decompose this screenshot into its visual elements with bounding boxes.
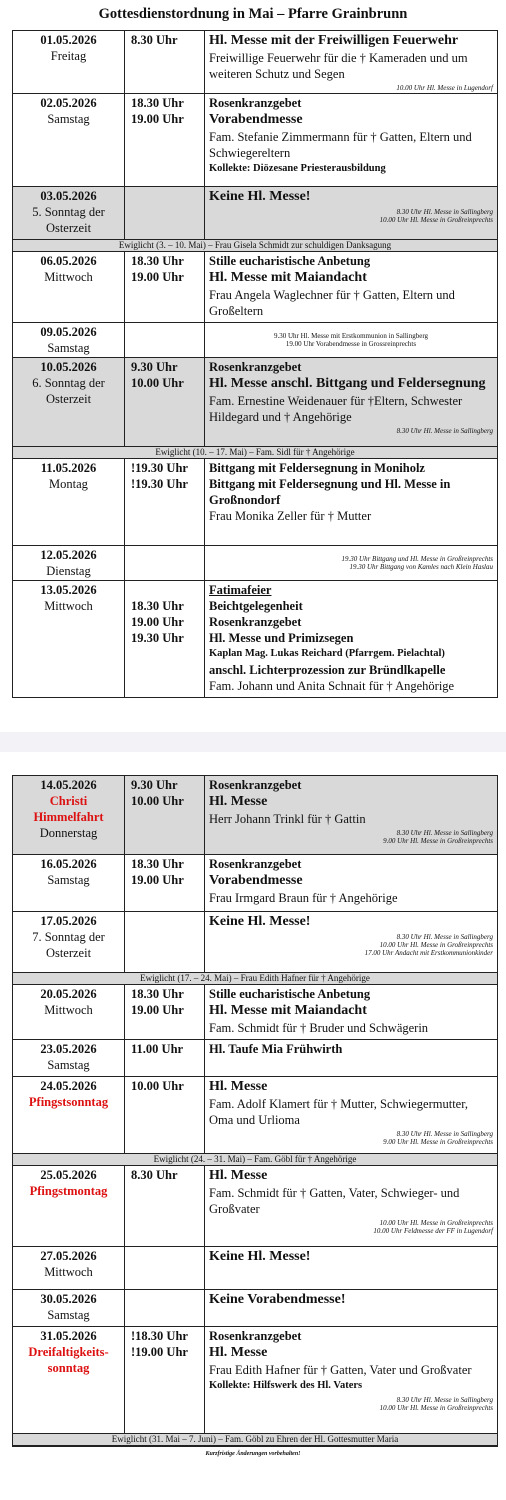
notes-block	[209, 1396, 493, 1412]
side-note: 10.00 Uhr Hl. Messe in Großreinprechts	[379, 216, 493, 224]
time-label: !19.00 Uhr	[131, 1345, 188, 1359]
description-cell	[205, 358, 497, 446]
description-line: Beichtgelegenheit	[209, 599, 303, 613]
time-cell	[125, 1166, 205, 1246]
description-line: Hl. Messe mit der Freiwilligen Feuerwehr	[209, 33, 459, 48]
description-line: Freiwillige Feuerwehr für die † Kameraden und um weiteren Schutz und Segen	[209, 51, 468, 81]
schedule-row	[13, 31, 497, 94]
description-cell	[205, 252, 497, 322]
notes-block	[209, 1219, 493, 1235]
schedule-row	[13, 187, 497, 240]
description-cell	[205, 323, 497, 357]
time-cell	[125, 985, 205, 1039]
day-name: Dienstag	[46, 564, 91, 578]
description-line: Hl. Messe mit Maiandacht	[209, 270, 367, 285]
description-line: Keine Hl. Messe!	[209, 189, 311, 204]
time-label: 18.30 Uhr	[131, 987, 184, 1001]
notes-block	[209, 84, 493, 92]
day-name: 6. Sonntag der	[32, 376, 105, 390]
date-cell	[13, 912, 125, 972]
side-note: 19.30 Uhr Bittgang und Hl. Messe in Großreinprechts	[341, 555, 493, 563]
description-line: Vorabendmesse	[209, 112, 303, 127]
description-line: Hl. Taufe Mia Frühwirth	[209, 1042, 343, 1056]
description-line: Rosenkranzgebet	[209, 615, 302, 629]
time-cell	[125, 581, 205, 697]
time-label: 18.30 Uhr	[131, 254, 184, 268]
notes-block	[209, 555, 493, 571]
time-cell	[125, 1040, 205, 1076]
date-cell	[13, 546, 125, 580]
date-cell	[13, 1247, 125, 1289]
schedule-row	[13, 459, 497, 546]
date-label: 03.05.2026	[40, 189, 97, 203]
side-note: 8.30 Uhr Hl. Messe in Sallingberg	[396, 1396, 493, 1404]
time-label: 9.30 Uhr	[131, 360, 178, 374]
notes-block	[209, 933, 493, 957]
day-name: Montag	[49, 477, 88, 491]
time-cell	[125, 31, 205, 93]
time-cell	[125, 1290, 205, 1326]
description-line: Kaplan Mag. Lukas Reichard (Pfarrgem. Pielachtal)	[209, 648, 445, 659]
side-note: 8.30 Uhr Hl. Messe in Sallingberg	[396, 208, 493, 216]
date-label: 27.05.2026	[40, 1249, 97, 1263]
side-note: 19.00 Uhr Vorabendmesse in Grossreinprechts	[285, 340, 417, 348]
schedule-row	[13, 358, 497, 447]
time-cell	[125, 912, 205, 972]
footer-note: Kurzfristige Änderungen vorbehalten!	[205, 1451, 301, 1457]
description-cell	[205, 581, 497, 697]
date-cell	[13, 252, 125, 322]
description-line: Rosenkranzgebet	[209, 96, 302, 110]
description-line: Frau Irmgard Braun für † Angehörige	[209, 891, 398, 905]
description-cell	[205, 1077, 497, 1153]
description-cell	[205, 985, 497, 1039]
feast-name: Dreifaltigkeits-	[28, 1345, 109, 1359]
schedule-row	[13, 581, 497, 697]
description-line: Hl. Messe	[209, 1168, 268, 1183]
day-name: Samstag	[47, 112, 90, 126]
feast-name: Himmelfahrt	[33, 810, 104, 824]
side-note: 10.00 Uhr Hl. Messe in Lugendorf	[396, 84, 493, 92]
date-cell	[13, 1166, 125, 1246]
date-cell	[13, 1077, 125, 1153]
description-line: Keine Hl. Messe!	[209, 1249, 311, 1264]
description-cell	[205, 546, 497, 580]
description-line: Keine Hl. Messe!	[209, 914, 311, 929]
side-note: 10.00 Uhr Hl. Messe in Großreinprechts	[379, 941, 493, 949]
description-line: Fatimafeier	[209, 583, 272, 597]
description-line: anschl. Lichterprozession zur Bründlkapelle	[209, 663, 446, 677]
day-name: Mittwoch	[44, 1265, 93, 1279]
date-cell	[13, 1327, 125, 1433]
time-label: 18.30 Uhr	[131, 857, 184, 871]
description-line: Fam. Adolf Klamert für † Mutter, Schwiegermutter, Oma und Urlioma	[209, 1097, 469, 1127]
side-note: 10.00 Uhr Hl. Messe in Großreinprechts	[379, 1219, 493, 1227]
schedule-row	[13, 776, 497, 855]
time-label: 8.30 Uhr	[131, 33, 178, 47]
date-label: 30.05.2026	[40, 1292, 97, 1306]
time-label: 19.00 Uhr	[131, 615, 184, 629]
date-label: 10.05.2026	[40, 360, 97, 374]
notes-block	[209, 1130, 493, 1146]
description-line: Kollekte: Diözesane Priesterausbildung	[209, 163, 386, 174]
date-cell	[13, 985, 125, 1039]
date-label: 20.05.2026	[40, 987, 97, 1001]
description-line: Frau Monika Zeller für † Mutter	[209, 509, 372, 523]
page-title: Gottesdienstordnung in Mai – Pfarre Grainbrunn	[98, 6, 408, 22]
day-name: Samstag	[47, 873, 90, 887]
description-cell	[205, 1327, 497, 1433]
description-line: Rosenkranzgebet	[209, 360, 302, 374]
day-name: Mittwoch	[44, 270, 93, 284]
side-note: 9.00 Uhr Hl. Messe in Großreinprechts	[383, 1138, 493, 1146]
time-cell	[125, 358, 205, 446]
schedule-row	[13, 1040, 497, 1077]
notes-block	[209, 829, 493, 845]
date-label: 25.05.2026	[40, 1168, 97, 1182]
day-name: 5. Sonntag der	[32, 205, 105, 219]
schedule-table-page-1	[12, 30, 498, 698]
feast-name: Pfingstsonntag	[28, 1095, 109, 1109]
day-name: Osterzeit	[45, 392, 92, 406]
time-label: 10.00 Uhr	[131, 794, 184, 808]
day-name: 7. Sonntag der	[32, 930, 105, 944]
description-cell	[205, 1166, 497, 1246]
day-name: Samstag	[47, 1308, 90, 1322]
description-cell	[205, 855, 497, 911]
schedule-row	[13, 985, 497, 1040]
description-line: Fam. Stefanie Zimmermann für † Gatten, Eltern und Schwiegereltern	[209, 130, 472, 160]
description-line: Hl. Messe mit Maiandacht	[209, 1003, 367, 1018]
description-line: Keine Vorabendmesse!	[209, 1292, 346, 1307]
description-line: Kollekte: Hilfswerk des Hl. Vaters	[209, 1380, 363, 1391]
date-cell	[13, 459, 125, 545]
schedule-row	[13, 1290, 497, 1327]
time-cell	[125, 1327, 205, 1433]
side-note: 8.30 Uhr Hl. Messe in Sallingberg	[396, 427, 493, 435]
description-line: Bittgang mit Feldersegnung und Hl. Messe in Großnondorf	[209, 477, 451, 507]
notes-block	[209, 427, 493, 435]
ewiglicht-band: Ewiglicht (17. – 24. Mai) – Frau Edith Hafner für † Angehörige	[13, 973, 497, 985]
time-cell	[125, 1077, 205, 1153]
time-label: 19.00 Uhr	[131, 270, 184, 284]
description-line: Stille eucharistische Anbetung	[209, 254, 371, 268]
date-cell	[13, 358, 125, 446]
date-cell	[13, 855, 125, 911]
date-cell	[13, 1040, 125, 1076]
time-cell	[125, 94, 205, 186]
day-name: Samstag	[47, 341, 90, 355]
ewiglicht-band: Ewiglicht (10. – 17. Mai) – Fam. Sidl für † Angehörige	[13, 447, 497, 459]
description-line: Vorabendmesse	[209, 873, 303, 888]
day-name: Samstag	[47, 1058, 90, 1072]
time-cell	[125, 546, 205, 580]
description-line: Herr Johann Trinkl für † Gattin	[209, 812, 366, 826]
ewiglicht-band: Ewiglicht (24. – 31. Mai) – Fam. Göbl für † Angehörige	[13, 1154, 497, 1166]
time-cell	[125, 776, 205, 854]
description-line: Hl. Messe und Primizsegen	[209, 631, 354, 645]
description-line: Fam. Schmidt für † Gatten, Vater, Schwieger- und Großvater	[209, 1186, 460, 1216]
description-line: Rosenkranzgebet	[209, 857, 302, 871]
date-cell	[13, 776, 125, 854]
schedule-row	[13, 1247, 497, 1290]
side-note: 8.30 Uhr Hl. Messe in Sallingberg	[396, 933, 493, 941]
date-label: 11.05.2026	[40, 461, 97, 475]
description-line: Stille eucharistische Anbetung	[209, 987, 371, 1001]
description-line: Fam. Ernestine Weidenauer für †Eltern, Schwester Hildegard und † Angehörige	[209, 394, 463, 424]
description-line: Frau Angela Waglechner für † Gatten, Eltern und Großeltern	[209, 288, 455, 318]
schedule-row	[13, 94, 497, 187]
schedule-table-page-2	[12, 775, 498, 1447]
schedule-row	[13, 912, 497, 973]
description-line: Bittgang mit Feldersegnung in Moniholz	[209, 461, 425, 475]
time-label: 19.30 Uhr	[131, 631, 184, 645]
ewiglicht-band: Ewiglicht (3. – 10. Mai) – Frau Gisela Schmidt zur schuldigen Danksagung	[13, 240, 497, 252]
schedule-row	[13, 1327, 497, 1434]
date-label: 06.05.2026	[40, 254, 97, 268]
side-note: 9.00 Uhr Hl. Messe in Großreinprechts	[383, 837, 493, 845]
time-label: !18.30 Uhr	[131, 1329, 188, 1343]
day-name: Osterzeit	[45, 946, 92, 960]
description-cell	[205, 31, 497, 93]
schedule-row	[13, 546, 497, 581]
description-line: Fam. Johann und Anita Schnait für † Angehörige	[209, 679, 455, 693]
description-cell	[205, 776, 497, 854]
schedule-row	[13, 323, 497, 358]
time-label: 18.30 Uhr	[131, 96, 184, 110]
time-label: 10.00 Uhr	[131, 1079, 184, 1093]
notes-block	[209, 332, 493, 348]
side-note: 8.30 Uhr Hl. Messe in Sallingberg	[396, 829, 493, 837]
date-cell	[13, 1290, 125, 1326]
day-name: Mittwoch	[44, 1003, 93, 1017]
date-cell	[13, 581, 125, 697]
description-line: Rosenkranzgebet	[209, 778, 302, 792]
date-cell	[13, 94, 125, 186]
ewiglicht-band: Ewiglicht (31. Mai – 7. Juni) – Fam. Göbl zu Ehren der Hl. Gottesmutter Maria	[13, 1434, 497, 1446]
day-name: Donnerstag	[39, 826, 98, 840]
time-label: 10.00 Uhr	[131, 376, 184, 390]
time-cell	[125, 1247, 205, 1289]
description-line: Hl. Messe	[209, 1345, 268, 1360]
side-note: 10.00 Uhr Feldmesse der FF in Lugendorf	[373, 1227, 493, 1235]
description-cell	[205, 1040, 497, 1076]
notes-block	[209, 208, 493, 224]
day-name: Osterzeit	[45, 221, 92, 235]
description-line: Frau Edith Hafner für † Gatten, Vater und Großvater	[209, 1363, 472, 1377]
time-cell	[125, 187, 205, 239]
time-cell	[125, 459, 205, 545]
side-note: 17.00 Uhr Andacht mit Erstkommunionkinder	[364, 949, 493, 957]
time-cell	[125, 855, 205, 911]
description-cell	[205, 1290, 497, 1326]
date-label: 02.05.2026	[40, 96, 97, 110]
time-label: !19.30 Uhr	[131, 461, 188, 475]
description-cell	[205, 1247, 497, 1289]
day-name: Freitag	[50, 49, 87, 63]
time-label: 19.00 Uhr	[131, 112, 184, 126]
date-label: 23.05.2026	[40, 1042, 97, 1056]
description-cell	[205, 187, 497, 239]
time-label	[131, 582, 204, 598]
side-note: 10.00 Uhr Hl. Messe in Großreinprechts	[379, 1404, 493, 1412]
side-note: 19.30 Uhr Bittgang von Kamles nach Klein Haslau	[349, 563, 493, 571]
date-label: 01.05.2026	[40, 33, 97, 47]
description-line: Hl. Messe anschl. Bittgang und Feldersegnung	[209, 376, 486, 391]
description-cell	[205, 912, 497, 972]
schedule-row	[13, 1166, 497, 1247]
time-cell	[125, 323, 205, 357]
feast-name: Christi	[49, 794, 88, 808]
date-label: 12.05.2026	[40, 548, 97, 562]
time-cell	[125, 252, 205, 322]
day-name: Mittwoch	[44, 599, 93, 613]
date-label: 24.05.2026	[40, 1079, 97, 1093]
description-cell	[205, 94, 497, 186]
schedule-row	[13, 252, 497, 323]
description-line: Rosenkranzgebet	[209, 1329, 302, 1343]
date-cell	[13, 31, 125, 93]
date-label: 09.05.2026	[40, 325, 97, 339]
date-label: 14.05.2026	[40, 778, 97, 792]
side-note: 8.30 Uhr Hl. Messe in Sallingberg	[396, 1130, 493, 1138]
time-label: 9.30 Uhr	[131, 778, 178, 792]
feast-name: Pfingstmontag	[29, 1184, 108, 1198]
side-note: 9.30 Uhr Hl. Messe mit Erstkommunion in Sallingberg	[273, 332, 429, 340]
description-line: Hl. Messe	[209, 1079, 268, 1094]
schedule-row	[13, 1077, 497, 1154]
time-label: 18.30 Uhr	[131, 599, 184, 613]
description-line: Hl. Messe	[209, 794, 268, 809]
date-label: 17.05.2026	[40, 914, 97, 928]
date-label: 16.05.2026	[40, 857, 97, 871]
time-label: 19.00 Uhr	[131, 1003, 184, 1017]
time-label: 11.00 Uhr	[131, 1042, 184, 1056]
date-label: 31.05.2026	[40, 1329, 97, 1343]
time-label: 19.00 Uhr	[131, 873, 184, 887]
description-cell	[205, 459, 497, 545]
description-line: Fam. Schmidt für † Bruder und Schwägerin	[209, 1021, 429, 1035]
time-label: 8.30 Uhr	[131, 1168, 178, 1182]
schedule-row	[13, 855, 497, 912]
date-cell	[13, 187, 125, 239]
date-cell	[13, 323, 125, 357]
time-label: !19.30 Uhr	[131, 477, 188, 491]
feast-name: sonntag	[47, 1361, 90, 1375]
date-label: 13.05.2026	[40, 583, 97, 597]
page-separator	[0, 732, 506, 752]
